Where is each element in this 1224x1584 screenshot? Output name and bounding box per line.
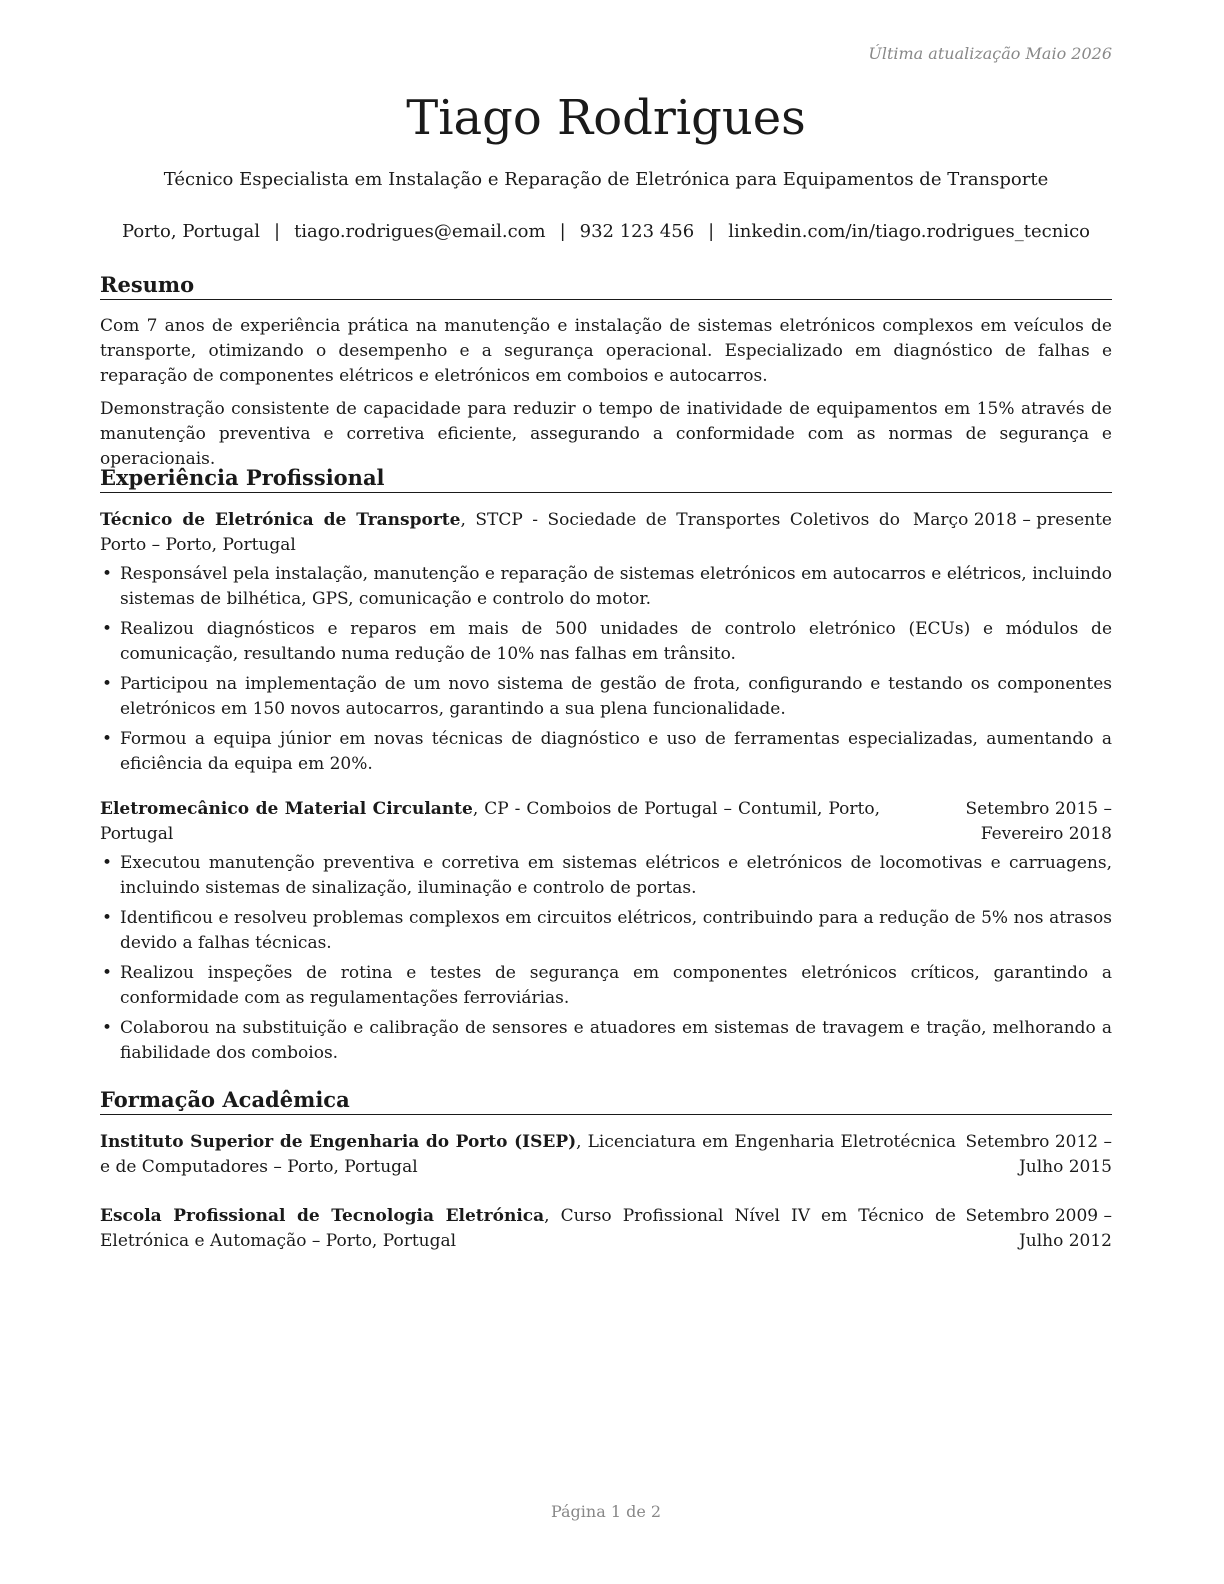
education-section xyxy=(100,1087,1112,1254)
contact-separator: | xyxy=(273,221,281,242)
education-school: Escola Profissional de Tecnologia Eletrónica xyxy=(100,1206,545,1226)
education-title-line xyxy=(100,1130,956,1180)
job-title-line xyxy=(100,508,900,558)
list-item: • Identificou e resolveu problemas complexos em circuitos elétricos, contribuindo para a redução de 5% nos atrasos devido a falhas técnicas. xyxy=(100,906,1112,956)
list-item: • Responsável pela instalação, manutenção e reparação de sistemas eletrónicos em autocarros e elétricos, incluindo sistemas de bilhética, GPS, comunicação e controlo do motor. xyxy=(100,562,1112,612)
summary-paragraph: Com 7 anos de experiência prática na manutenção e instalação de sistemas eletrónicos complexos em veículos de transporte, otimizando o desempenho e a segurança operacional. Especializado em diagnóstico de falhas e reparação de componentes elétricos e eletrónicos em comboios e autocarros. xyxy=(100,316,1112,386)
contact-separator: | xyxy=(559,221,566,242)
job-role: Técnico de Eletrónica de Transporte xyxy=(100,510,461,530)
job-entry xyxy=(100,508,1112,777)
contact-line xyxy=(100,220,1112,244)
section-title-education: Formação Acadêmica xyxy=(100,1087,1112,1115)
education-school: Instituto Superior de Engenharia do Porto (ISEP) xyxy=(100,1132,577,1152)
education-header xyxy=(100,1130,1112,1180)
candidate-name: Tiago Rodrigues xyxy=(406,90,806,146)
list-item: • Participou na implementação de um novo sistema de gestão de frota, configurando e testando os componentes eletrónicos em 150 novos autocarros, garantindo a sua plena funcionalidade. xyxy=(100,672,1112,722)
job-dates: Setembro 2015 – Fevereiro 2018 xyxy=(965,799,1112,844)
summary-section xyxy=(100,272,1112,472)
education-entry xyxy=(100,1204,1112,1254)
section-title-experience: Experiência Profissional xyxy=(100,465,1112,493)
page-number: Página 1 de 2 xyxy=(550,1502,662,1521)
education-entry xyxy=(100,1130,1112,1180)
education-title-line xyxy=(100,1204,956,1254)
contact-email[interactable]: tiago.rodrigues@email.com xyxy=(294,221,546,242)
job-details: , CP - Comboios de Portugal – Contumil, Porto, Portugal xyxy=(100,799,880,844)
resume-page xyxy=(100,0,1112,1584)
contact-phone: 932 123 456 xyxy=(579,221,695,242)
job-entry xyxy=(100,797,1112,1066)
job-role: Eletromecânico de Material Circulante xyxy=(100,799,473,819)
education-dates: Setembro 2009 – Julho 2012 xyxy=(965,1206,1112,1251)
summary-paragraph: Demonstração consistente de capacidade para reduzir o tempo de inatividade de equipamentos em 15% através de manutenção preventiva e corretiva eficiente, assegurando a conformidade com as normas de segurança e operacionais. xyxy=(100,399,1112,469)
contact-location: Porto, Portugal xyxy=(121,221,260,242)
education-details: , Licenciatura em Engenharia Eletrotécnica e de Computadores – Porto, Portugal xyxy=(100,1132,957,1177)
list-item: • Executou manutenção preventiva e corretiva em sistemas elétricos e eletrónicos de locomotivas e carruagens, incluindo sistemas de sinalização, iluminação e controlo de portas. xyxy=(100,851,1112,901)
contact-separator: | xyxy=(708,221,715,242)
list-item: • Realizou diagnósticos e reparos em mais de 500 unidades de controlo eletrónico (ECUs) e módulos de comunicação, resultando numa redução de 10% nas falhas em trânsito. xyxy=(100,617,1112,667)
job-title-line xyxy=(100,797,880,847)
education-details: , Curso Profissional Nível IV em Técnico de Eletrónica e Automação – Porto, Portugal xyxy=(100,1206,956,1251)
job-header xyxy=(100,508,1112,558)
headline: Técnico Especialista em Instalação e Reparação de Eletrónica para Equipamentos de Transporte xyxy=(163,169,1049,190)
education-header xyxy=(100,1204,1112,1254)
job-bullets xyxy=(100,562,1112,777)
list-item: • Realizou inspeções de rotina e testes de segurança em componentes eletrónicos críticos, garantindo a conformidade com as regulamentações ferroviárias. xyxy=(100,961,1112,1011)
section-title-summary: Resumo xyxy=(100,272,1112,300)
education-dates: Setembro 2012 – Julho 2015 xyxy=(965,1132,1112,1177)
list-item: • Formou a equipa júnior em novas técnicas de diagnóstico e uso de ferramentas especializadas, aumentando a eficiência da equipa em 20%. xyxy=(100,727,1112,777)
job-bullets xyxy=(100,851,1112,1066)
contact-linkedin[interactable]: linkedin.com/in/tiago.rodrigues_tecnico xyxy=(728,221,1091,242)
job-dates: Março 2018 – presente xyxy=(912,510,1112,530)
job-header xyxy=(100,797,1112,847)
last-updated: Última atualização Maio 2026 xyxy=(868,44,1112,63)
experience-section xyxy=(100,465,1112,1071)
list-item: • Colaborou na substituição e calibração de sensores e atuadores em sistemas de travagem e tração, melhorando a fiabilidade dos comboios. xyxy=(100,1016,1112,1066)
job-details: , STCP - Sociedade de Transportes Coletivos do Porto – Porto, Portugal xyxy=(100,510,900,555)
